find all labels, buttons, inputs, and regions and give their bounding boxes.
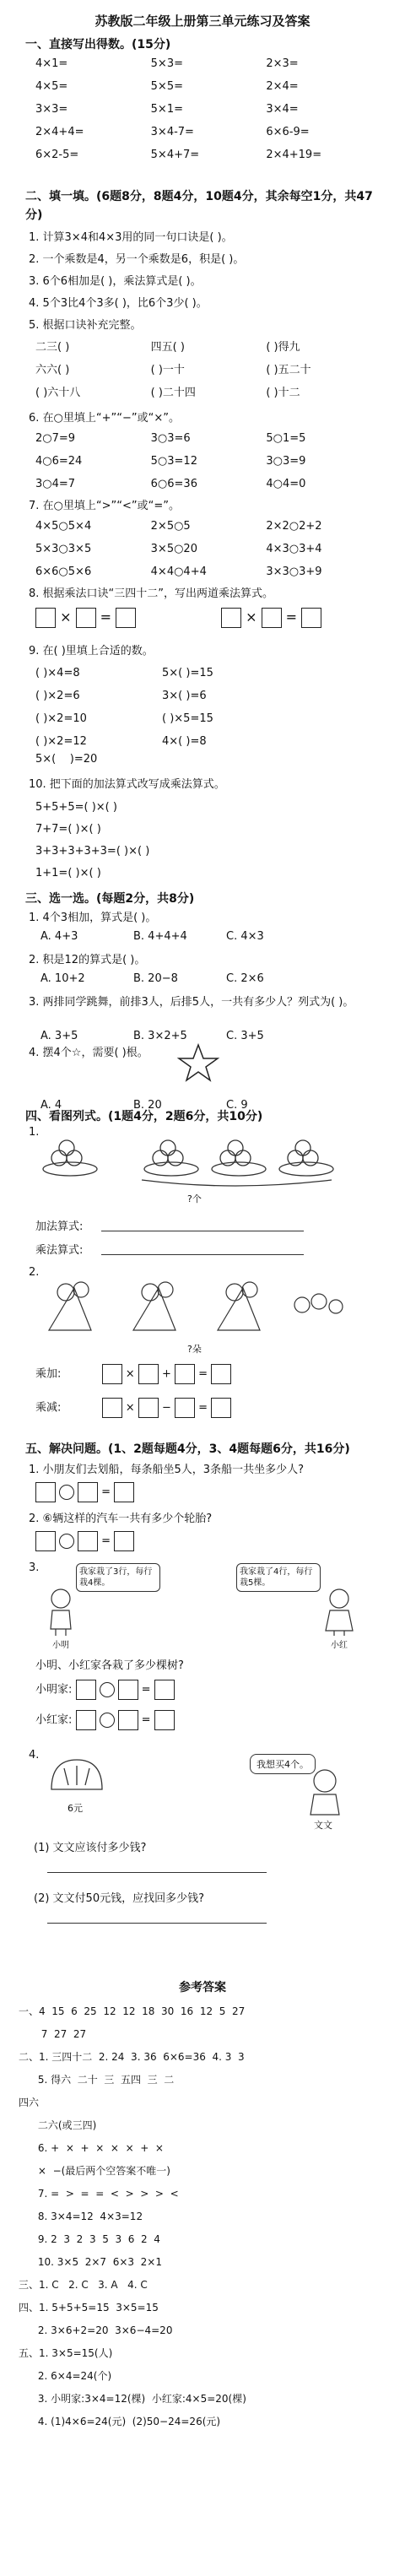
choose-question: 2. 积是12的算式是( )。 (29, 954, 146, 966)
girl-figure (322, 1587, 356, 1637)
fill-q9-grid (35, 662, 289, 753)
mul-add-row: 乘加: × + = (35, 1364, 231, 1384)
solve-q1: 1. 小朋友们去划船，每条船坐5人，3条船一共坐多少人? (29, 1464, 304, 1476)
section-picture-title: 四、看图列式。(1题4分，2题6分，共10分) (25, 1110, 263, 1123)
calc-item: 6×2-5= (35, 149, 79, 161)
answer-line: 二、1. 三四十二 2. 24 3. 36 6×6=36 4. 3 3 (19, 2051, 245, 2063)
answer-circle[interactable] (59, 1485, 74, 1500)
calc-item: 5×4+7= (150, 149, 200, 161)
mnemonic-item: ( )六十八 (35, 387, 81, 399)
compare-item: 4×5○5×4 (35, 520, 92, 533)
q8-box-group-1: × = (35, 608, 136, 628)
fruit-plates-illustration (40, 1131, 344, 1190)
answer-box[interactable] (154, 1710, 175, 1730)
answer-box[interactable] (118, 1680, 138, 1700)
direct-calc-grid (35, 52, 381, 166)
boy-figure (44, 1587, 78, 1637)
q4-bubble: 我想买4个。 (250, 1754, 316, 1774)
answer-line: 四、1. 5+5+5=15 3×5=15 (19, 2302, 159, 2314)
operator-item: 4○4=0 (266, 478, 306, 490)
pic-q2-number: 2. (29, 1266, 40, 1279)
calc-item: 2×4+19= (266, 149, 322, 161)
answer-box[interactable] (76, 608, 96, 628)
answer-box[interactable] (114, 1531, 134, 1551)
section-choose-title: 三、选一选。(每题2分，共8分) (25, 892, 195, 906)
answer-box[interactable] (78, 1482, 98, 1502)
solve-q2-boxes: = (35, 1531, 134, 1551)
mnemonic-item: 四五( ) (150, 341, 185, 354)
answer-box[interactable] (118, 1710, 138, 1730)
answer-box[interactable] (35, 608, 56, 628)
choose-option[interactable]: C. 3+5 (226, 1030, 264, 1042)
section-solve-title: 五、解决问题。(1、2题每题4分，3、4题每题6分，共16分) (25, 1442, 350, 1456)
operator-item: 3○3=6 (150, 432, 191, 445)
answer-line: × −(最后两个空答案不唯一) (19, 2165, 170, 2177)
q3-name-2: 小红 (331, 1641, 348, 1650)
answer-line: 7. = > = = < > > > < (19, 2188, 179, 2200)
choose-option[interactable]: A. 10+2 (40, 972, 85, 985)
answer-box[interactable] (78, 1531, 98, 1551)
operator-item: 4○6=24 (35, 455, 83, 468)
choose-option[interactable]: A. 3+5 (40, 1030, 78, 1042)
fill-q10-list (35, 797, 149, 885)
fill-q7: 7. 在○里填上“>”“<”或“=”。 (29, 500, 180, 512)
compare-item: 4×3○3+4 (266, 543, 322, 555)
answer-box[interactable] (262, 608, 282, 628)
calc-item: 2×4= (266, 80, 299, 93)
q3-name-1: 小明 (52, 1641, 69, 1650)
rewrite-item: 5+5+5=( )×( ) (35, 801, 117, 814)
answer-line: 四六 (19, 2097, 40, 2108)
calc-item: 3×3= (35, 103, 68, 116)
q3-row-2: 小红家: = (35, 1710, 175, 1730)
compare-item: 2×2○2+2 (266, 520, 322, 533)
fill-q5-grid (35, 336, 381, 404)
q3-label-2: 小红家: (35, 1713, 73, 1727)
flower-bouquets-illustration (40, 1271, 361, 1339)
mnemonic-item: 六六( ) (35, 364, 70, 376)
calc-item: 5×5= (150, 80, 183, 93)
q3-bubble-1: 我家栽了3行，每行栽4棵。 (76, 1563, 160, 1592)
fill-blank-item: 3×( )=6 (162, 690, 207, 702)
mul-sub-row: 乘减: × − = (35, 1398, 231, 1418)
fill-q6-grid (35, 427, 381, 495)
answer-box[interactable] (154, 1680, 175, 1700)
fill-blank-item: ( )×2=10 (35, 712, 87, 725)
solve-q4-number: 4. (29, 1749, 40, 1762)
compare-item: 3×5○20 (150, 543, 197, 555)
wenwen-figure (304, 1767, 346, 1818)
answer-box[interactable] (114, 1482, 134, 1502)
answer-box[interactable] (35, 1482, 56, 1502)
operator-item: 3○4=7 (35, 478, 76, 490)
q8-box-group-2: × = (221, 608, 321, 628)
calc-item: 4×1= (35, 57, 68, 70)
choose-option[interactable]: B. 20−8 (133, 972, 178, 985)
operator-item: 6○6=36 (150, 478, 197, 490)
answer-box[interactable] (138, 1398, 159, 1418)
mul-sub-label: 乘减: (35, 1401, 62, 1415)
answer-line: 3. 小明家:3×4=12(棵) 小红家:4×5=20(棵) (19, 2393, 246, 2405)
compare-item: 3×3○3+9 (266, 566, 322, 578)
choose-option[interactable]: C. 4×3 (226, 930, 264, 943)
q3-label-1: 小明家: (35, 1683, 73, 1697)
fill-q1: 1. 计算3×4和4×3用的同一句口诀是( )。 (29, 231, 233, 244)
fill-q7-grid (35, 515, 381, 583)
answer-line: 4. (1)4×6=24(元) (2)50−24=26(元) (19, 2416, 221, 2427)
choose-option[interactable]: B. 20 (133, 1099, 162, 1112)
solve-q3-number: 3. (29, 1561, 40, 1574)
answer-box[interactable] (175, 1364, 195, 1384)
mul-formula-line[interactable] (101, 1254, 304, 1255)
calc-item: 4×5= (35, 80, 68, 93)
answer-line: 8. 3×4=12 4×3=12 (19, 2211, 143, 2222)
operator-item: 3○3=9 (266, 455, 306, 468)
choose-option[interactable]: B. 4+4+4 (133, 930, 187, 943)
q4-price: 6元 (68, 1803, 83, 1814)
choose-option[interactable]: B. 3×2+5 (133, 1030, 187, 1042)
bread-illustration (47, 1756, 106, 1798)
fill-blank-item: 5×( )=15 (162, 667, 213, 679)
operator-item: 5○1=5 (266, 432, 306, 445)
calc-item: 6×6-9= (266, 126, 310, 138)
solve-q1-boxes: = (35, 1482, 134, 1502)
fill-blank-item: 4×( )=8 (162, 735, 207, 748)
answer-line: 10. 3×5 2×7 6×3 2×1 (19, 2256, 162, 2268)
choose-question: 3. 两排同学跳舞，前排3人，后排5人，一共有多少人？列式为( )。 (29, 996, 354, 1009)
choose-options (40, 972, 319, 985)
answer-circle[interactable] (59, 1534, 74, 1549)
fill-blank-item: ( )×2=12 (35, 735, 87, 748)
mul-formula-label: 乘法算式: (35, 1244, 84, 1257)
mnemonic-item: ( )一十 (150, 364, 185, 376)
pic-q2-caption: ?朵 (187, 1344, 202, 1355)
answer-box[interactable] (76, 1710, 96, 1730)
calc-item: 5×1= (150, 103, 183, 116)
answer-line: 2. 6×4=24(个) (19, 2370, 112, 2382)
answer-line: 2. 3×6+2=20 3×6−4=20 (19, 2324, 173, 2336)
section-direct-calc-title: 一、直接写出得数。(15分) (25, 38, 171, 51)
choose-options (40, 930, 319, 943)
mnemonic-item: ( )二十四 (150, 387, 196, 399)
rewrite-item: 3+3+3+3+3=( )×( ) (35, 845, 150, 858)
answers-list (19, 2000, 390, 2433)
fill-q4: 4. 5个3比4个3多( )，比6个3少( )。 (29, 297, 208, 310)
fill-blank-item: ( )×2=6 (35, 690, 80, 702)
mnemonic-item: ( )得九 (266, 341, 300, 354)
mnemonic-item: ( )十二 (266, 387, 300, 399)
fill-q10: 10. 把下面的加法算式改写成乘法算式。 (29, 778, 225, 791)
answer-box[interactable] (221, 608, 241, 628)
compare-item: 5×3○3×5 (35, 543, 92, 555)
fill-q9: 9. 在( )里填上合适的数。 (29, 645, 154, 658)
solve-q4-sub2: (2) 文文付50元钱，应找回多少钱? (34, 1892, 204, 1905)
answer-line: 6. + × + × × × + × (19, 2142, 164, 2154)
choose-options (40, 1030, 319, 1042)
answer-box[interactable] (138, 1364, 159, 1384)
fill-q2: 2. 一个乘数是4，另一个乘数是6，积是( )。 (29, 253, 245, 266)
answer-line: 三、1. C 2. C 3. A 4. C (19, 2279, 148, 2291)
answer-box[interactable] (211, 1398, 231, 1418)
choose-option[interactable]: C. 9 (226, 1099, 248, 1112)
fill-q3: 3. 6个6相加是( )，乘法算式是( )。 (29, 275, 202, 288)
q3-bubble-2: 我家栽了4行，每行栽5棵。 (236, 1563, 321, 1592)
compare-item: 2×5○5 (150, 520, 191, 533)
fill-q9-last: 5×( )=20 (35, 753, 98, 766)
operator-item: 5○3=12 (150, 455, 197, 468)
fill-q6: 6. 在○里填上“+”“−”或“×”。 (29, 412, 180, 425)
calc-item: 2×3= (266, 57, 299, 70)
choose-option[interactable]: C. 2×6 (226, 972, 264, 985)
compare-item: 6×6○5×6 (35, 566, 92, 578)
fill-blank-item: ( )×5=15 (162, 712, 213, 725)
answers-heading: 参考答案 (179, 1981, 226, 1994)
choose-option[interactable]: A. 4 (40, 1099, 62, 1112)
mnemonic-item: ( )五二十 (266, 364, 311, 376)
answer-box[interactable] (116, 608, 136, 628)
choose-option[interactable]: A. 4+3 (40, 930, 78, 943)
answer-line: 7 27 27 (19, 2028, 87, 2040)
pic-q1-number: 1. (29, 1126, 40, 1139)
answer-box[interactable] (175, 1398, 195, 1418)
add-formula-label: 加法算式: (35, 1220, 84, 1233)
q4-sub1-answer-line[interactable] (47, 1872, 267, 1873)
solve-q2: 2. ⑥辆这样的汽车一共有多少个轮胎? (29, 1513, 213, 1525)
answer-line: 9. 2 3 2 3 5 3 6 2 4 (19, 2233, 160, 2245)
fill-blank-item: ( )×4=8 (35, 667, 80, 679)
choose-question: 4. 摆4个☆，需要( )根。 (29, 1047, 148, 1059)
calc-item: 3×4= (266, 103, 299, 116)
q4-name: 文文 (314, 1820, 332, 1831)
calc-item: 5×3= (150, 57, 183, 70)
answer-box[interactable] (211, 1364, 231, 1384)
page-title: 苏教版二年级上册第三单元练习及答案 (94, 14, 310, 29)
fill-q8: 8. 根据乘法口诀“三四十二”，写出两道乘法算式。 (29, 587, 274, 600)
answer-box[interactable] (102, 1364, 122, 1384)
rewrite-item: 7+7=( )×( ) (35, 823, 101, 836)
answer-line: 5. 得六 二十 三 五四 三 二 (19, 2074, 175, 2086)
compare-item: 4×4○4+4 (150, 566, 207, 578)
rewrite-item: 1+1=( )×( ) (35, 867, 101, 879)
star-stick-figure (177, 1043, 219, 1082)
answer-circle[interactable] (100, 1713, 115, 1728)
q3-row-1: 小明家: = (35, 1680, 175, 1700)
solve-q3-question: 小明、小红家各栽了多少棵树? (35, 1659, 184, 1672)
solve-q4-sub1: (1) 文文应该付多少钱? (34, 1842, 147, 1854)
answer-box[interactable] (301, 608, 321, 628)
answer-box[interactable] (35, 1531, 56, 1551)
operator-item: 2○7=9 (35, 432, 76, 445)
answer-circle[interactable] (100, 1682, 115, 1697)
mnemonic-item: 二三( ) (35, 341, 70, 354)
fill-q5: 5. 根据口诀补充完整。 (29, 319, 142, 332)
q4-sub2-answer-line[interactable] (47, 1923, 267, 1924)
calc-item: 3×4-7= (150, 126, 194, 138)
answer-line: 五、1. 3×5=15(人) (19, 2347, 113, 2359)
answer-line: 二六(或三四) (19, 2119, 97, 2131)
choose-question: 1. 4个3相加，算式是( )。 (29, 912, 157, 924)
answer-box[interactable] (76, 1680, 96, 1700)
pic-q1-caption: ?个 (187, 1193, 202, 1204)
calc-item: 2×4+4= (35, 126, 84, 138)
answer-line: 一、4 15 6 25 12 12 18 30 16 12 5 27 (19, 2005, 246, 2017)
section-fill-title: 二、填一填。(6题8分，8题4分，10题4分，其余每空1分，共47分) (25, 190, 373, 222)
mul-add-label: 乘加: (35, 1367, 62, 1381)
answer-box[interactable] (102, 1398, 122, 1418)
